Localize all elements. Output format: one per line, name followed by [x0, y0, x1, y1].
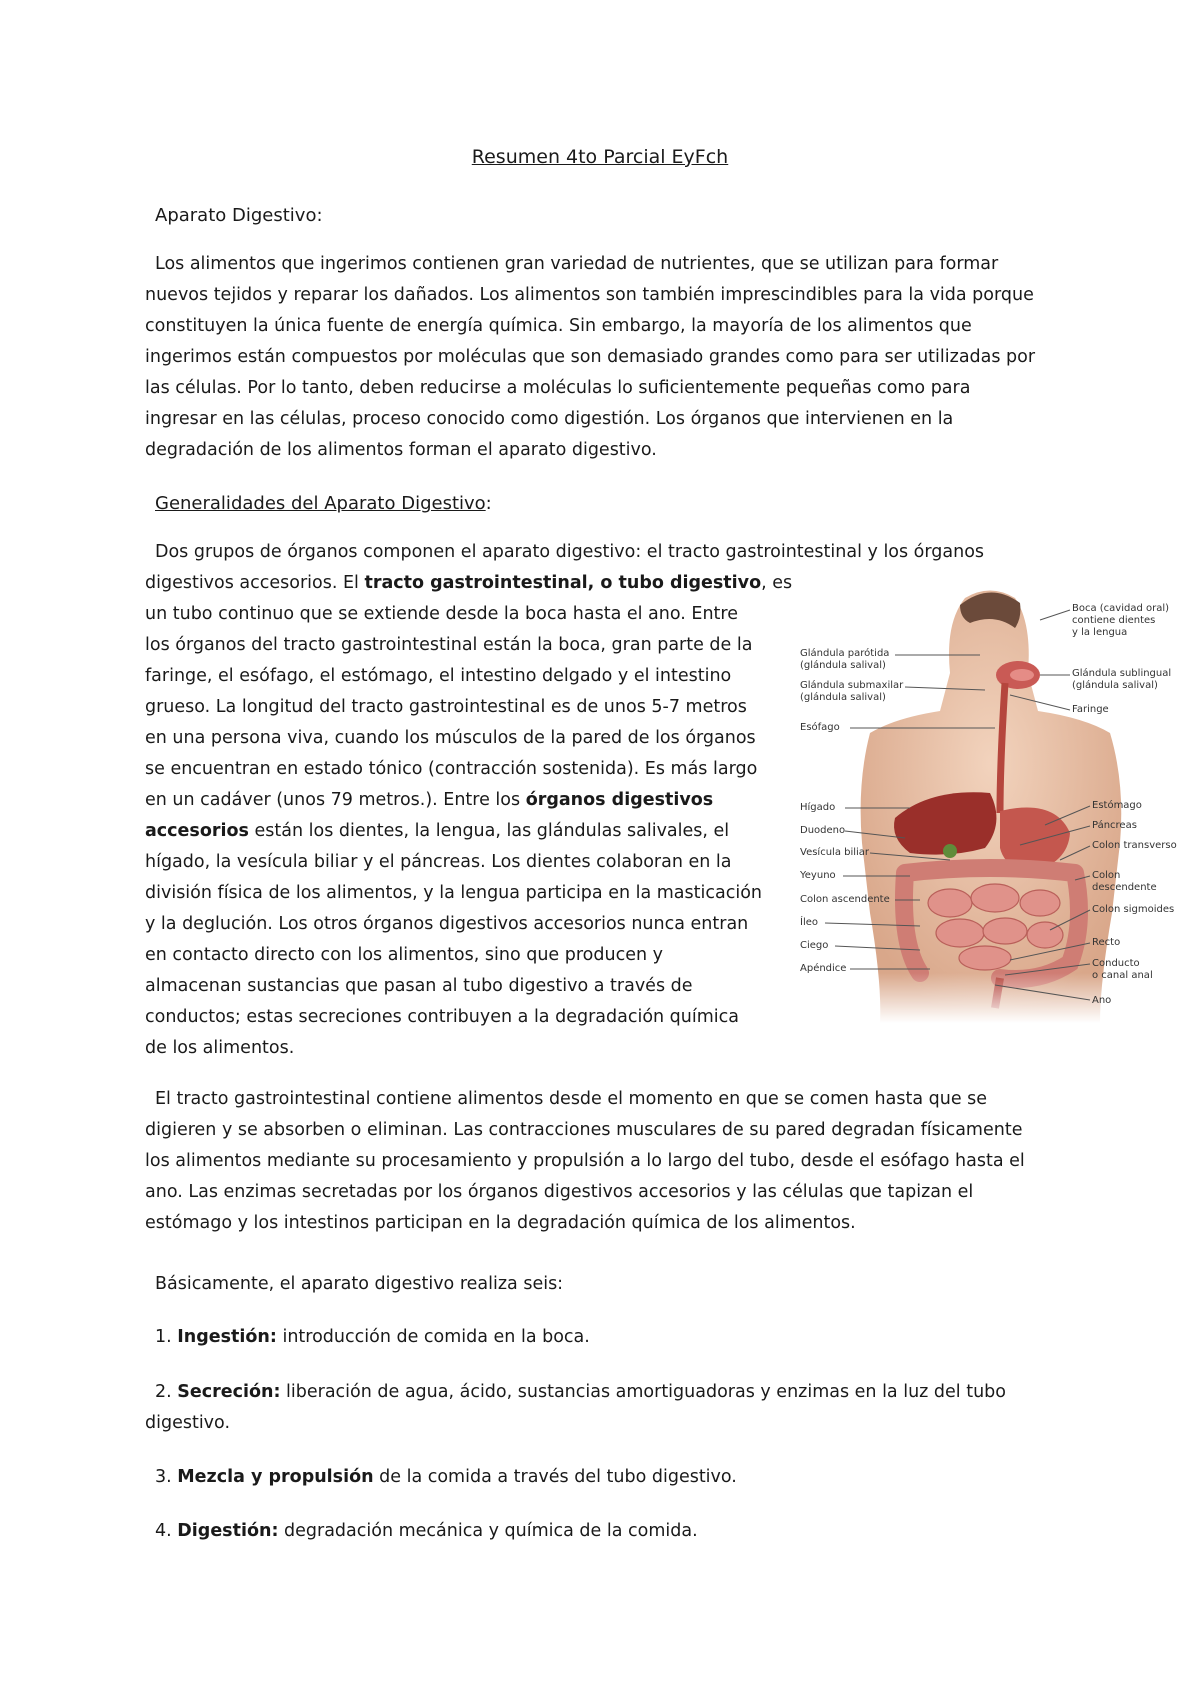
paragraph-basicamente: Básicamente, el aparato digestivo realiza seis:	[155, 1274, 564, 1294]
list-text: introducción de comida en la boca.	[276, 1327, 590, 1347]
list-item-mezcla	[155, 1462, 737, 1493]
list-item-secrecion-cont: digestivo.	[145, 1413, 231, 1433]
paragraph-line: ingerimos están compuestos por moléculas que son demasiado grandes como para ser utilizadas por	[145, 347, 1036, 367]
paragraph-line: degradación de los alimentos forman el aparato digestivo.	[145, 440, 657, 460]
text-run: digestivos accesorios. El	[145, 573, 365, 593]
list-text: degradación mecánica y química de la comida.	[278, 1521, 698, 1541]
paragraph-line: faringe, el esófago, el estómago, el intestino delgado y el intestino	[145, 666, 732, 686]
paragraph-line: división física de los alimentos, y la lengua participa en la masticación	[145, 883, 763, 903]
label-colon-transverso: Colon transverso	[1092, 840, 1177, 851]
text-run: están los dientes, la lengua, las glándulas salivales, el	[248, 821, 730, 841]
label-colon-descendente-2: descendente	[1092, 882, 1157, 893]
label-submaxilar: Glándula submaxilar	[800, 680, 904, 691]
label-sublingual: Glándula sublingual	[1072, 668, 1172, 679]
label-estomago: Estómago	[1092, 800, 1142, 811]
label-boca-3: y la lengua	[1072, 627, 1128, 638]
bold-term-organos: órganos digestivos	[525, 790, 714, 810]
text-run: en un cadáver (unos 79 metros.). Entre los	[145, 790, 526, 810]
paragraph-line: nuevos tejidos y reparar los dañados. Los alimentos son también imprescindibles para la vida porque	[145, 285, 1034, 305]
list-term: Digestión:	[177, 1521, 279, 1541]
label-ileo: Íleo	[800, 917, 818, 928]
section-heading-text: Generalidades del Aparato Digestivo	[155, 493, 486, 514]
label-parotida-sub: (glándula salival)	[800, 660, 886, 671]
paragraph-line: se encuentran en estado tónico (contracción sostenida). Es más largo	[145, 759, 758, 779]
list-item-digestion	[155, 1516, 698, 1547]
section-heading-aparato-digestivo: Aparato Digestivo:	[155, 205, 323, 226]
text-run: , es	[761, 573, 793, 593]
paragraph-line: las células. Por lo tanto, deben reducirse a moléculas lo suficientemente pequeñas como para	[145, 378, 971, 398]
label-colon-ascendente: Colon ascendente	[800, 894, 890, 905]
label-higado: Hígado	[800, 802, 836, 813]
paragraph-line: en contacto directo con los alimentos, sino que producen y	[145, 945, 663, 965]
label-boca: Boca (cavidad oral)	[1072, 603, 1170, 614]
bold-term-accesorios: accesorios	[145, 821, 249, 841]
paragraph-line: El tracto gastrointestinal contiene alimentos desde el momento en que se comen hasta que se	[155, 1089, 988, 1109]
paragraph-line: ano. Las enzimas secretadas por los órganos digestivos accesorios y las células que tapizan el	[145, 1182, 974, 1202]
label-colon-sigmoides: Colon sigmoides	[1092, 904, 1175, 915]
list-number: 1.	[155, 1327, 178, 1347]
label-recto: Recto	[1092, 937, 1121, 948]
label-colon-descendente: Colon	[1092, 870, 1121, 881]
list-number: 3.	[155, 1467, 178, 1487]
bold-term-tracto: tracto gastrointestinal, o tubo digestivo	[364, 573, 762, 593]
label-conducto-2: o canal anal	[1092, 970, 1153, 981]
page-title: Resumen 4to Parcial EyFch	[471, 146, 729, 168]
paragraph-line: digieren y se absorben o eliminan. Las contracciones musculares de su pared degradan físicamente	[145, 1120, 1023, 1140]
label-apendice: Apéndice	[800, 963, 847, 974]
label-duodeno: Duodeno	[800, 825, 846, 836]
section-heading-colon: :	[485, 493, 492, 514]
label-boca-2: contiene dientes	[1072, 615, 1156, 626]
paragraph-line: conductos; estas secreciones contribuyen a la degradación química	[145, 1007, 739, 1027]
paragraph-line: constituyen la única fuente de energía química. Sin embargo, la mayoría de los alimentos que	[145, 316, 972, 336]
paragraph-line: Los alimentos que ingerimos contienen gran variedad de nutrientes, que se utilizan para formar	[155, 254, 999, 274]
label-submaxilar-sub: (glándula salival)	[800, 692, 886, 703]
paragraph-line: de los alimentos.	[145, 1038, 295, 1058]
paragraph-tracto	[145, 1084, 1025, 1239]
list-term: Mezcla y propulsión	[177, 1467, 374, 1487]
paragraph-line: los órganos del tracto gastrointestinal están la boca, gran parte de la	[145, 635, 753, 655]
paragraph-line: grueso. La longitud del tracto gastrointestinal es de unos 5-7 metros	[145, 697, 747, 717]
paragraph-line: ingresar en las células, proceso conocido como digestión. Los órganos que intervienen en la	[145, 409, 954, 429]
paragraph-line: y la deglución. Los otros órganos digestivos accesorios nunca entran	[145, 914, 749, 934]
list-item-secrecion	[155, 1377, 1006, 1408]
label-esofago: Esófago	[800, 722, 840, 733]
label-conducto: Conducto	[1092, 958, 1140, 969]
label-faringe: Faringe	[1072, 704, 1109, 715]
label-vesicula: Vesícula biliar	[800, 847, 870, 858]
list-item-ingestion	[155, 1322, 590, 1353]
paragraph-line: en una persona viva, cuando los músculos de la pared de los órganos	[145, 728, 756, 748]
list-term: Ingestión:	[177, 1327, 277, 1347]
list-number: 2.	[155, 1382, 178, 1402]
paragraph-line: Dos grupos de órganos componen el aparato digestivo: el tracto gastrointestinal y los órganos	[155, 542, 985, 562]
list-text: de la comida a través del tubo digestivo.	[373, 1467, 737, 1487]
list-term: Secreción:	[177, 1382, 281, 1402]
paragraph-line: hígado, la vesícula biliar y el páncreas. Los dientes colaboran en la	[145, 852, 732, 872]
paragraph-line: los alimentos mediante su procesamiento y propulsión a lo largo del tubo, desde el esófago hasta el	[145, 1151, 1025, 1171]
label-ano: Ano	[1092, 995, 1112, 1006]
label-sublingual-2: (glándula salival)	[1072, 680, 1158, 691]
list-text: liberación de agua, ácido, sustancias amortiguadoras y enzimas en la luz del tubo	[280, 1382, 1006, 1402]
label-yeyuno: Yeyuno	[800, 870, 836, 881]
list-number: 4.	[155, 1521, 178, 1541]
paragraph-line: almacenan sustancias que pasan al tubo digestivo a través de	[145, 976, 693, 996]
paragraph-line: estómago y los intestinos participan en la degradación química de los alimentos.	[145, 1213, 856, 1233]
label-ciego: Ciego	[800, 940, 829, 951]
paragraph-line: un tubo continuo que se extiende desde la boca hasta el ano. Entre	[145, 604, 738, 624]
label-parotida: Glándula parótida	[800, 648, 890, 659]
label-pancreas: Páncreas	[1092, 820, 1137, 831]
